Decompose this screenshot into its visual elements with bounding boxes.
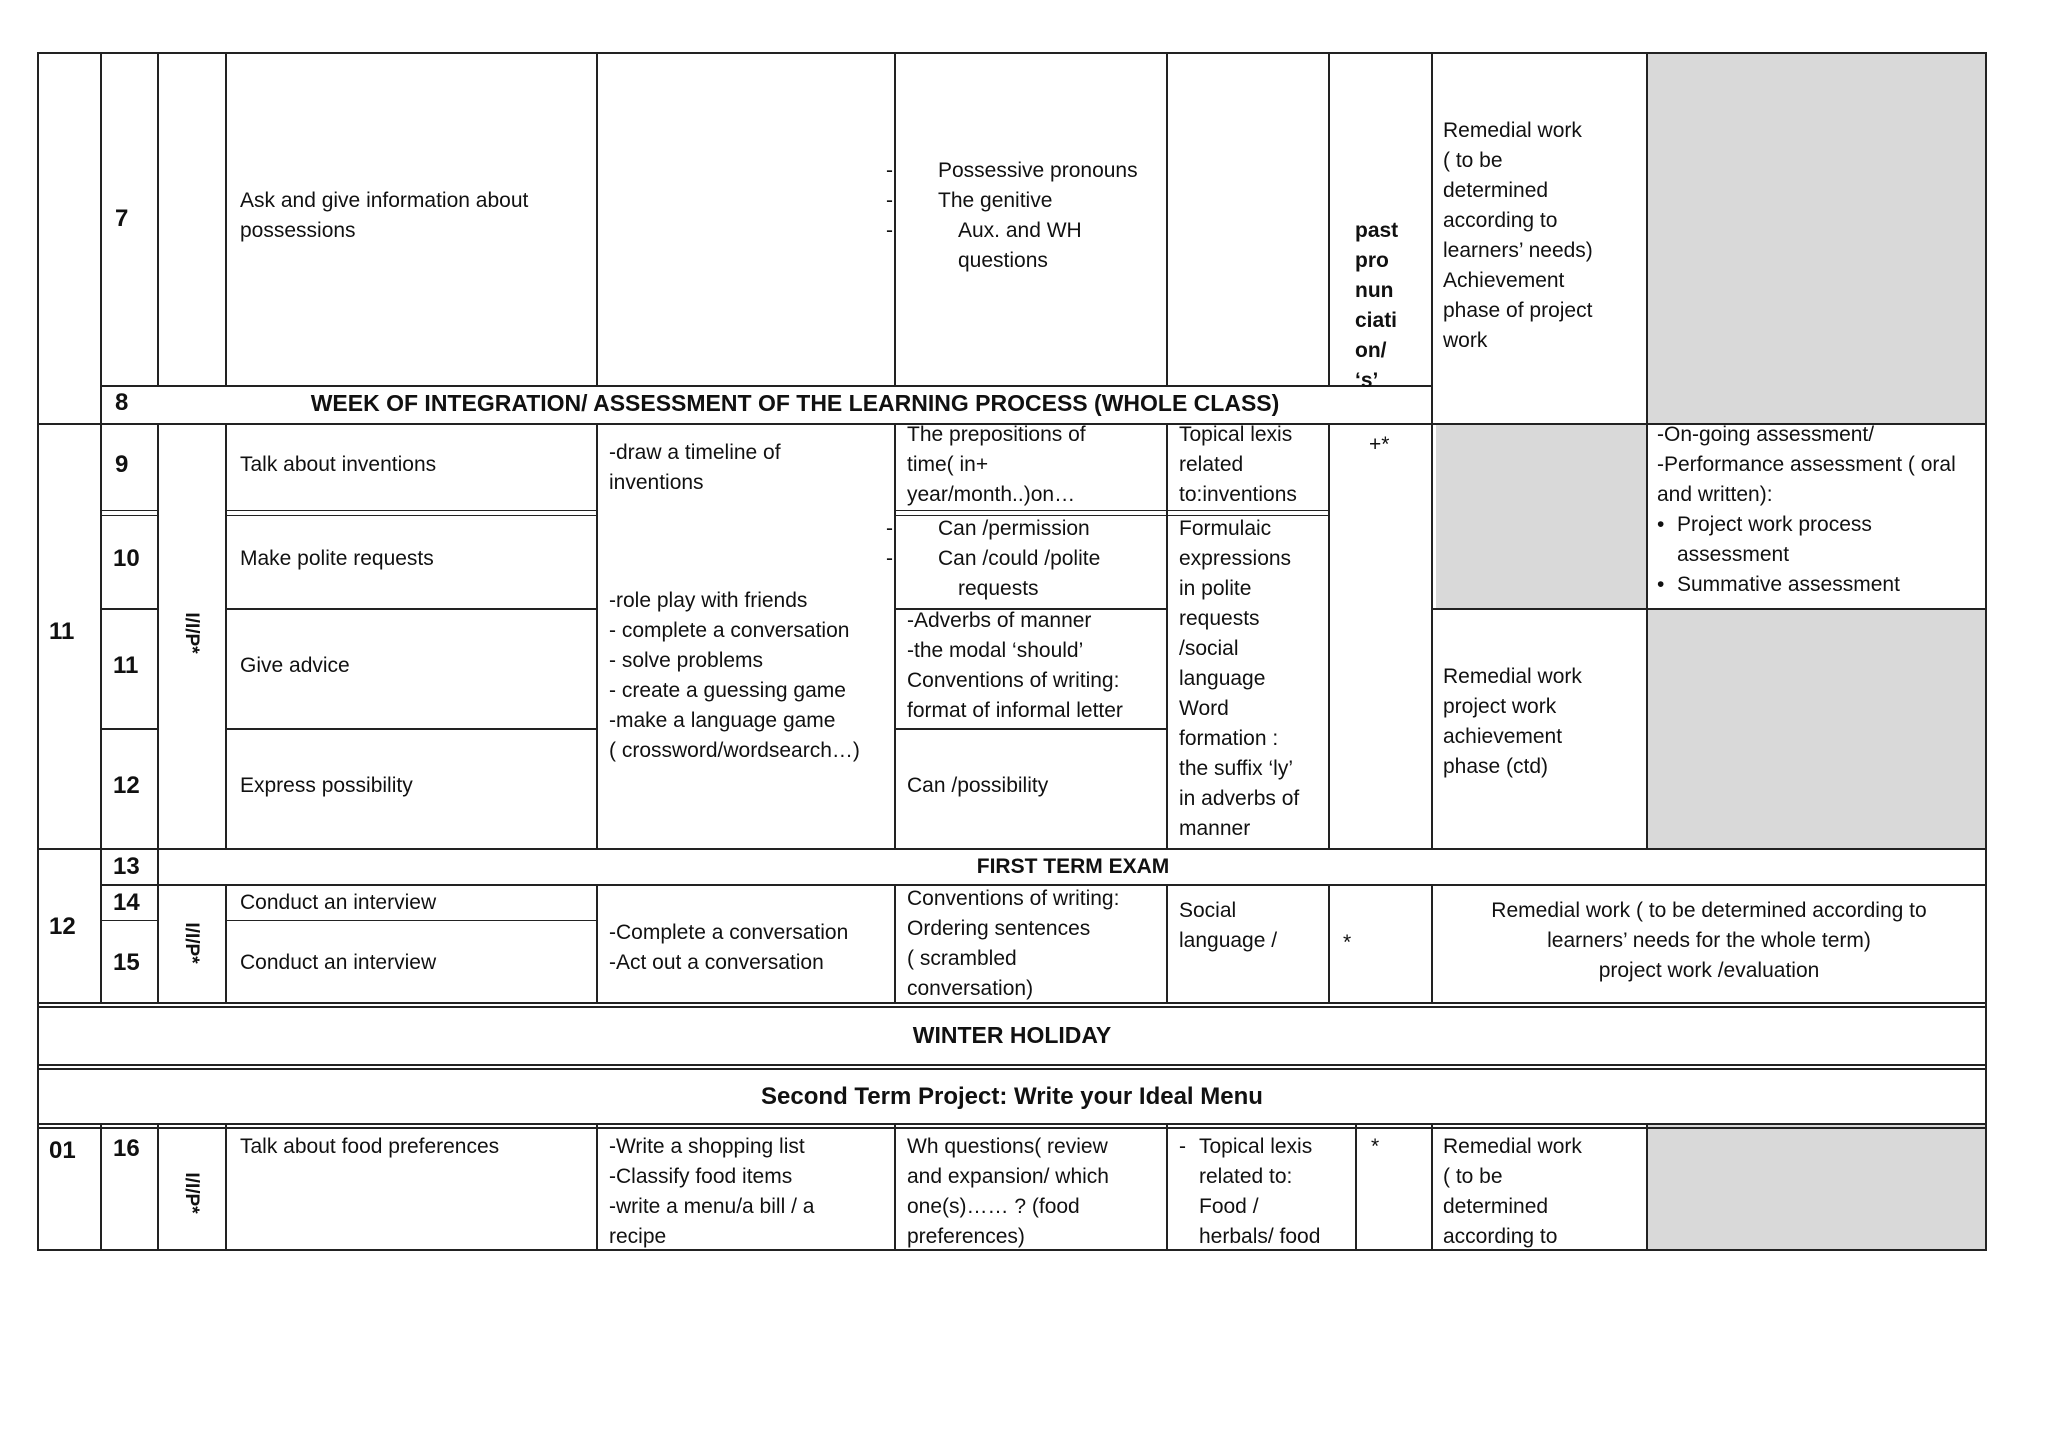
pronunciation-cell: * xyxy=(1371,1135,1380,1158)
shaded-cell xyxy=(1436,425,1646,609)
tasks-cell: -Complete a conversation -Act out a conversation xyxy=(609,921,849,974)
lexis-cell: Formulaic expressions in polite requests /social language Word formation : the suffix ‘ly’ in adverbs of manner xyxy=(1179,517,1300,840)
tasks-cell: -role play with friends - complete a conversation - solve problems - create a guessing game -make a language game ( crossword/wordsearch…) xyxy=(609,589,860,762)
winter-holiday-banner: WINTER HOLIDAY xyxy=(912,1022,1112,1048)
objective-cell: Talk about inventions xyxy=(240,453,437,476)
lesson-plan-table xyxy=(37,52,1987,1252)
shaded-cell xyxy=(1646,609,1987,849)
objective-cell: Express possibility xyxy=(240,774,413,797)
exam-title: FIRST TERM EXAM xyxy=(976,855,1170,878)
remedial-cell: Remedial work ( to be determined according to learners’ needs) Achievement phase of project work xyxy=(1443,119,1593,352)
assessment-cell: -On-going assessment/ -Performance assessment ( oral and written): • Project work process assessment • Summative assessment xyxy=(1657,423,1956,596)
week-number: 8 xyxy=(115,389,129,416)
tasks-cell: -Write a shopping list -Classify food items -write a menu/a bill / a recipe xyxy=(609,1135,815,1248)
objective-cell: Conduct an interview xyxy=(240,951,437,974)
week-number: 16 xyxy=(113,1135,140,1162)
integration-week-title: WEEK OF INTEGRATION/ ASSESSMENT OF THE LEARNING PROCESS (WHOLE CLASS) xyxy=(310,390,1280,416)
grammar-cell: Conventions of writing: Ordering sentences ( scrambled conversation) xyxy=(907,887,1120,1000)
grammar-cell: Wh questions( review and expansion/ which one(s)…… ? (food preferences) xyxy=(907,1135,1109,1248)
month-label: 12 xyxy=(49,913,76,940)
week-number: 15 xyxy=(113,949,140,976)
week-number: 9 xyxy=(115,451,129,478)
objective-cell: Give advice xyxy=(240,654,350,677)
grammar-cell: Can /possibility xyxy=(907,774,1049,797)
pronunciation-cell: past pro nun ciati on/ ‘s’ xyxy=(1355,219,1399,392)
lexis-cell: Social language / xyxy=(1179,899,1278,952)
grammar-cell: Possessive pronouns The genitive Aux. and WH questions xyxy=(938,159,1138,272)
mode-label: I/I/P* xyxy=(181,1172,202,1214)
remedial-cell: Remedial work project work achievement phase (ctd) xyxy=(1443,665,1582,778)
grammar-cell: -Adverbs of manner -the modal ‘should’ Conventions of writing: format of informal letter xyxy=(907,609,1123,722)
week-number: 13 xyxy=(113,853,140,880)
month-label: 11 xyxy=(49,618,75,645)
shaded-cell xyxy=(1646,52,1987,424)
lexis-cell: Topical lexis related to:inventions xyxy=(1179,423,1297,506)
week-number: 11 xyxy=(113,652,139,679)
mode-label: I/I/P* xyxy=(181,922,202,964)
pronunciation-cell: * xyxy=(1343,931,1352,954)
week-number: 14 xyxy=(113,889,140,916)
remedial-cell: Remedial work ( to be determined according to xyxy=(1443,1135,1582,1248)
grammar-cell: The prepositions of time( in+ year/month..)on… xyxy=(907,423,1086,506)
shaded-cell xyxy=(1646,1125,1987,1249)
lexis-cell: - Topical lexis related to: Food / herbals/ food xyxy=(1179,1135,1321,1248)
objective-cell: Conduct an interview xyxy=(240,891,437,914)
grammar-cell: Can /permission Can /could /polite requests xyxy=(938,517,1101,600)
week-number: 12 xyxy=(113,772,140,799)
objective-cell: Ask and give information about possessions xyxy=(240,189,529,242)
week-number: 10 xyxy=(113,545,140,572)
second-term-project-title: Second Term Project: Write your Ideal Menu xyxy=(761,1083,1263,1110)
mode-label: I/I/P* xyxy=(181,612,202,654)
objective-cell: Talk about food preferences xyxy=(240,1135,500,1158)
objective-cell: Make polite requests xyxy=(240,547,434,570)
remedial-cell: Remedial work ( to be determined according to learners’ needs for the whole term) project work /evaluation xyxy=(1491,899,1927,982)
pronunciation-cell: +* xyxy=(1369,433,1390,456)
tasks-cell: -draw a timeline of inventions xyxy=(609,441,781,494)
week-number: 7 xyxy=(115,205,129,232)
month-label: 01 xyxy=(49,1137,76,1164)
